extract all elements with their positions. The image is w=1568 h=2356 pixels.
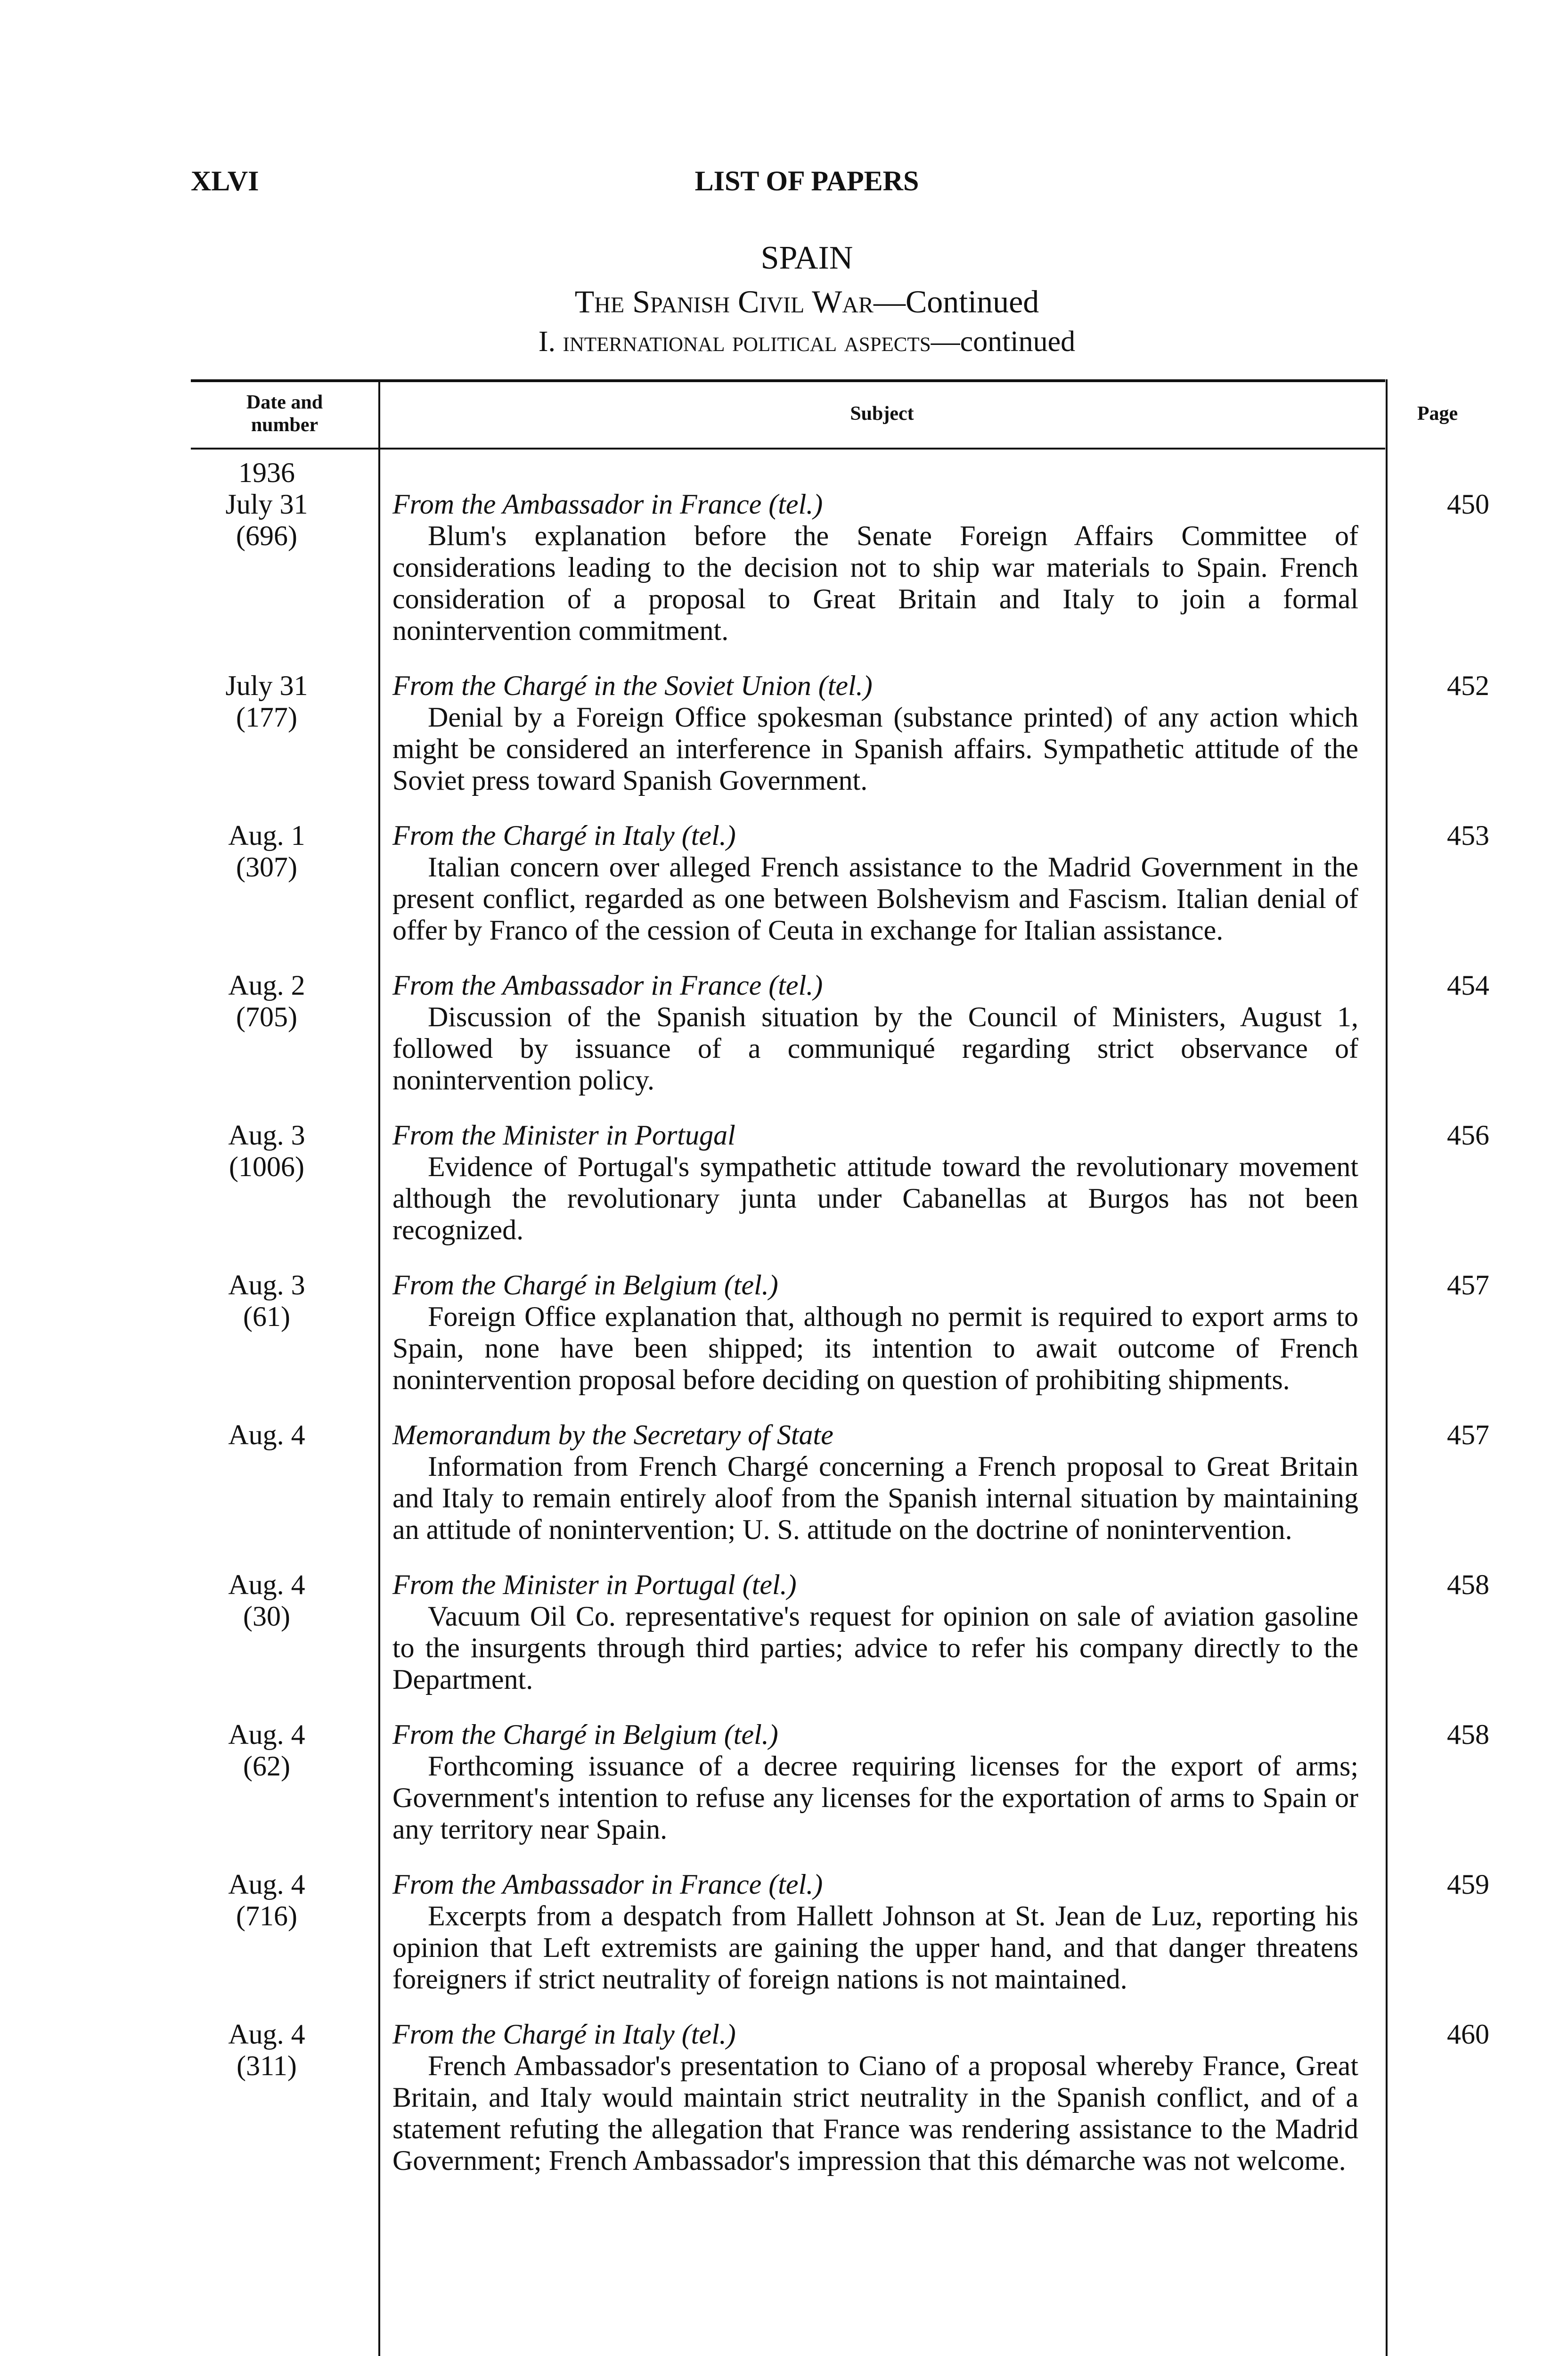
column-header-subject: Subject (850, 402, 914, 425)
entry-date-cell (191, 1869, 343, 1932)
section-country: SPAIN (760, 240, 853, 276)
entry-date: Aug. 4 (228, 1869, 305, 1900)
entry-number: (61) (243, 1301, 290, 1332)
list-item (191, 2019, 1489, 2176)
entry-from: From the Ambassador in France (tel.) (392, 970, 823, 1001)
running-title: LIST OF PAPERS (694, 165, 919, 196)
entry-from: From the Ambassador in France (tel.) (392, 1869, 823, 1900)
entry-description: Italian concern over alleged French assistance to the Madrid Government in the present conflict, regarded as one between Bolshevism and Fascism. Italian denial of offer by Franco of the cession of Ceuta in exchange for Italian assistance. (392, 851, 1358, 946)
entry-subject-cell (392, 670, 1358, 796)
section-part (191, 323, 1385, 360)
table-header-rule (191, 448, 1385, 450)
column-header-page: Page (1417, 402, 1458, 425)
entry-date-cell (191, 820, 343, 883)
entry-page: 457 (1447, 1269, 1489, 1301)
entry-description: Vacuum Oil Co. representative's request for opinion on sale of aviation gasoline to the insurgents through third parties; advice to refer his company directly to the Department. (392, 1601, 1358, 1695)
section-subtitle-rest: —Continued (873, 284, 1039, 319)
list-item (191, 1419, 1489, 1546)
entry-subject-cell (392, 1569, 1358, 1695)
entry-from: From the Minister in Portugal (392, 1120, 735, 1151)
entry-date: Aug. 1 (228, 820, 305, 851)
entry-date: Aug. 4 (228, 2019, 305, 2050)
section-part-numeral: I. (538, 326, 563, 358)
entry-description: Foreign Office explanation that, although no permit is required to export arms to Spain, none have been shipped; its intention to await outcome of French nonintervention proposal before deciding on question of prohibiting shipments. (392, 1301, 1358, 1395)
entry-page: 453 (1447, 820, 1489, 851)
entry-date-cell (191, 1719, 343, 1782)
list-item (191, 1120, 1489, 1246)
list-item (191, 1869, 1489, 1995)
entry-page: 458 (1447, 1569, 1489, 1600)
entry-subject-cell (392, 820, 1358, 946)
entry-date-cell (191, 1569, 343, 1632)
entry-date: Aug. 3 (228, 1269, 305, 1301)
entry-date-cell (191, 1419, 343, 1451)
entry-date: July 31 (225, 489, 308, 520)
entry-date: July 31 (225, 670, 308, 701)
entry-number: (716) (236, 1900, 297, 1931)
entry-date: Aug. 4 (228, 1419, 305, 1450)
entry-subject-cell (392, 1869, 1358, 1995)
section-subtitle-caps: The Spanish Civil War (574, 284, 874, 319)
entry-description: Information from French Chargé concerning a French proposal to Great Britain and Italy to remain entirely aloof from the Spanish internal situation by maintaining an attitude of nonintervention; U. S. attitude on the doctrine of nonintervention. (392, 1451, 1358, 1545)
entry-from: Memorandum by the Secretary of State (392, 1419, 833, 1450)
section-subtitle (191, 280, 1385, 323)
page-number: XLVI (191, 165, 259, 196)
entry-date-cell (191, 670, 343, 733)
entry-year: 1936 (238, 457, 295, 488)
entry-subject-cell (392, 1269, 1358, 1396)
list-item (191, 1569, 1489, 1695)
entry-date: Aug. 4 (228, 1569, 305, 1600)
entry-page: 450 (1447, 489, 1489, 520)
section-part-rest: —continued (931, 326, 1076, 358)
entry-from: From the Chargé in Italy (tel.) (392, 2019, 736, 2050)
entry-subject-cell (392, 1719, 1358, 1845)
entry-subject-cell (392, 489, 1358, 646)
column-header-date-label: Date and number (246, 391, 323, 436)
entry-date-cell (191, 489, 343, 552)
section-part-caps: international political aspects (563, 326, 931, 358)
entry-number: (705) (236, 1001, 297, 1032)
section-heading (191, 236, 1385, 360)
entry-date: Aug. 2 (228, 970, 305, 1001)
entry-date-cell (191, 1269, 343, 1333)
entry-from: From the Chargé in Italy (tel.) (392, 820, 736, 851)
list-item (191, 1269, 1489, 1396)
entry-number: (311) (237, 2050, 297, 2081)
entry-page: 454 (1447, 970, 1489, 1001)
entry-date-cell (191, 970, 343, 1033)
entry-from: From the Ambassador in France (tel.) (392, 489, 823, 520)
entry-date: Aug. 3 (228, 1120, 305, 1151)
entry-page: 460 (1447, 2019, 1489, 2050)
entry-description: Forthcoming issuance of a decree requiring licenses for the export of arms; Government's intention to refuse any licenses for the exportation of arms to Spain or any territory near Spain. (392, 1751, 1358, 1845)
list-item (191, 820, 1489, 946)
entry-description: Denial by a Foreign Office spokesman (substance printed) of any action which might be considered an interference in Spanish affairs. Sympathetic attitude of the Soviet press toward Spanish Government. (392, 702, 1358, 796)
entry-number: (62) (243, 1751, 290, 1782)
entry-from: From the Chargé in Belgium (tel.) (392, 1719, 778, 1750)
entry-number: (696) (236, 520, 297, 551)
entries-list (191, 457, 1489, 2200)
entry-number: (307) (236, 851, 297, 883)
entry-number: (1006) (229, 1151, 304, 1182)
papers-table (191, 379, 1489, 2356)
entry-from: From the Chargé in the Soviet Union (tel.) (392, 670, 873, 701)
list-item (191, 970, 1489, 1096)
entry-page: 458 (1447, 1719, 1489, 1750)
entry-number: (30) (243, 1601, 290, 1632)
entry-number: (177) (236, 702, 297, 733)
entry-from: From the Minister in Portugal (tel.) (392, 1569, 797, 1600)
entry-page: 457 (1447, 1419, 1489, 1450)
entry-subject-cell (392, 1419, 1358, 1546)
entry-description: French Ambassador's presentation to Ciano of a proposal whereby France, Great Britain, and Italy would maintain strict neutrality in the Spanish conflict, and of a statement refuting the allegation that France was rendering assistance to the Madrid Government; French Ambassador's impression that this démarche was not welcome. (392, 2050, 1358, 2176)
entry-description: Excerpts from a despatch from Hallett Johnson at St. Jean de Luz, reporting his opinion that Left extremists are gaining the upper hand, and that danger threatens foreigners if strict neutrality of foreign nations is not maintained. (392, 1900, 1358, 1995)
entry-description: Evidence of Portugal's sympathetic attitude toward the revolutionary movement although the revolutionary junta under Cabanellas at Burgos has not been recognized. (392, 1151, 1358, 1245)
page-header (191, 165, 1385, 217)
entry-date: Aug. 4 (228, 1719, 305, 1750)
entry-subject-cell (392, 2019, 1358, 2176)
entry-page: 452 (1447, 670, 1489, 701)
entry-date-cell (191, 1120, 343, 1183)
list-item (191, 670, 1489, 796)
entry-page: 456 (1447, 1120, 1489, 1151)
entry-description: Blum's explanation before the Senate Foreign Affairs Committee of considerations leading to the decision not to ship war materials to Spain. French consideration of a proposal to Great Britain and Italy to join a formal nonintervention commitment. (392, 520, 1358, 646)
entry-from: From the Chargé in Belgium (tel.) (392, 1269, 778, 1301)
list-item (191, 1719, 1489, 1845)
list-item (191, 457, 1489, 646)
entry-subject-cell (392, 1120, 1358, 1246)
entry-page: 459 (1447, 1869, 1489, 1900)
column-header-date (191, 379, 378, 448)
entry-date-cell (191, 2019, 343, 2082)
entry-description: Discussion of the Spanish situation by the Council of Ministers, August 1, followed by issuance of a communiqué regarding strict observance of nonintervention policy. (392, 1001, 1358, 1096)
entry-subject-cell (392, 970, 1358, 1096)
